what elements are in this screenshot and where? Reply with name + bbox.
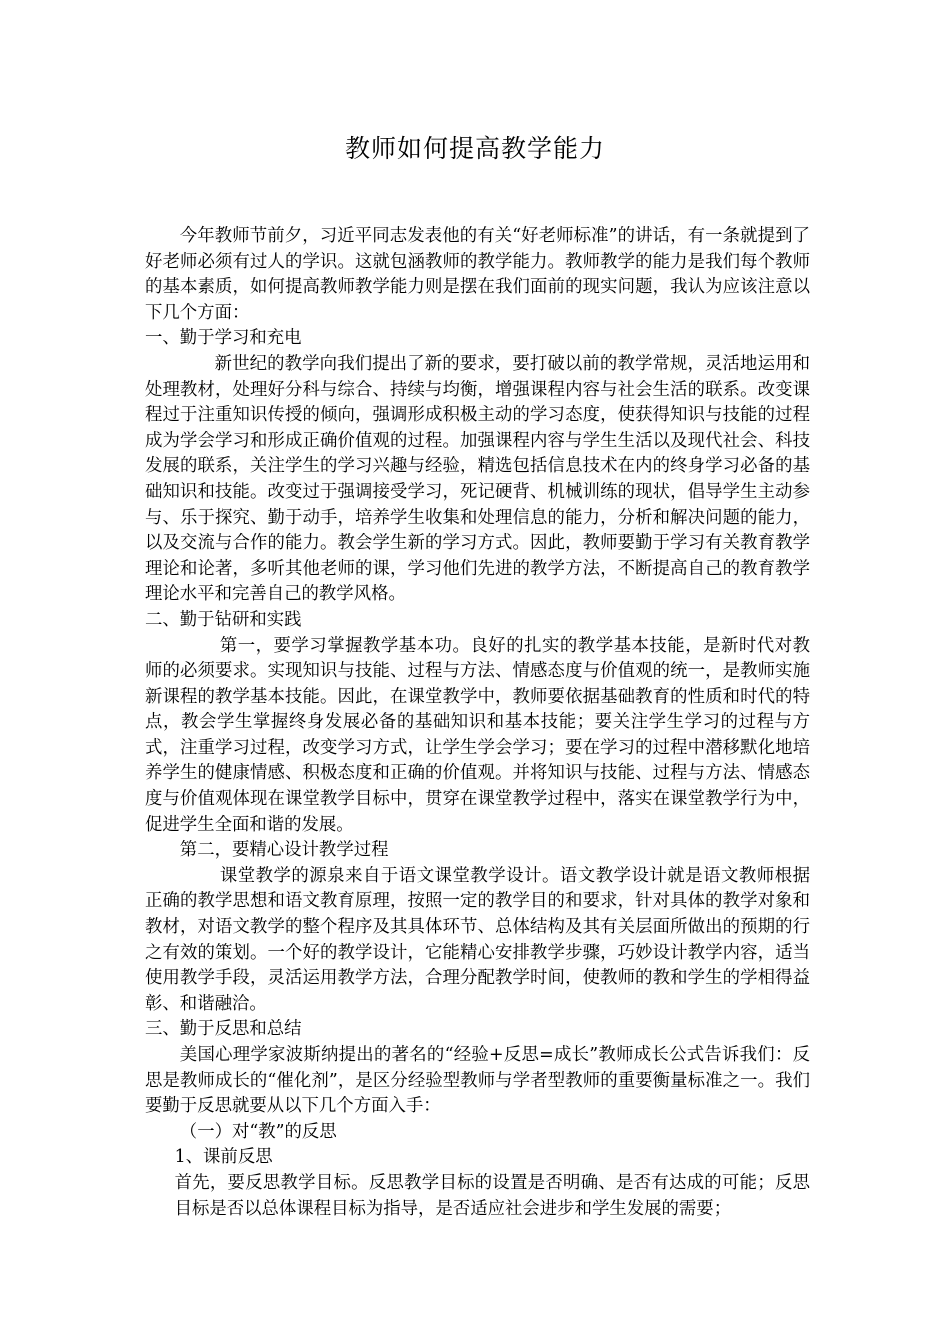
paragraph-intro: 今年教师节前夕，习近平同志发表他的有关“好老师标准”的讲话，有一条就提到了好老师必须有过人的学识。这就包涵教师的教学能力。教师教学的能力是我们每个教师的基本素质，如何提高教师教学能力则是摆在我们面前的现实问题，我认为应该注意以下几个方面： xyxy=(145,226,810,323)
subheading-reflect-teaching: （一）对“教”的反思 xyxy=(179,1121,337,1142)
subheading-point-2: 第二，要精心设计教学过程 xyxy=(179,840,389,861)
section-heading-3: 三、勤于反思和总结 xyxy=(145,1019,302,1040)
section-heading-2: 二、勤于钻研和实践 xyxy=(145,609,302,630)
paragraph-section-1: 新世纪的教学向我们提出了新的要求，要打破以前的教学常规，灵活地运用和处理教材，处理好分科与综合、持续与均衡，增强课程内容与社会生活的联系。改变课程过于注重知识传授的倾向，强调形成积极主动的学习态度，使获得知识与技能的过程成为学会学习和形成正确价值观的过程。加强课程内容与学生生活以及现代社会、科技发展的联系，关注学生的学习兴趣与经验，精选包括信息技术在内的终身学习必备的基础知识和技能。改变过于强调接受学习，死记硬背、机械训练的现状，倡导学生主动参与、乐于探究、勤于动手，培养学生收集和处理信息的能力，分析和解决问题的能力，以及交流与合作的能力。教会学生新的学习方式。因此，教师要勤于学习有关教育教学理论和论著，多听其他老师的课，学习他们先进的教学方法，不断提高自己的教育教学理论水平和完善自己的教学风格。 xyxy=(145,353,810,605)
document-title: 教师如何提高教学能力 xyxy=(344,134,605,163)
subheading-pre-class: 1、课前反思 xyxy=(174,1147,273,1168)
paragraph-point-1: 第一，要学习掌握教学基本功。良好的扎实的教学基本技能，是新时代对教师的必须要求。实现知识与技能、过程与方法、情感态度与价值观的统一，是教师实施新课程的教学基本技能。因此，在课堂教学中，教师要依据基础教育的性质和时代的特点，教会学生掌握终身发展必备的基础知识和基本技能；要关注学生学习的过程与方式，注重学习过程，改变学习方式，让学生学会学习；要在学习的过程中潜移默化地培养学生的健康情感、积极态度和正确的价值观。并将知识与技能、过程与方法、情感态度与价值观体现在课堂教学目标中，贯穿在课堂教学过程中，落实在课堂教学行为中，促进学生全面和谐的发展。 xyxy=(145,635,810,835)
paragraph-section-3: 美国心理学家波斯纳提出的著名的“经验+反思=成长”教师成长公式告诉我们：反思是教师成长的“催化剂”，是区分经验型教师与学者型教师的重要衡量标准之一。我们要勤于反思就要从以下几个方面入手： xyxy=(145,1045,810,1117)
document-body xyxy=(145,224,810,1222)
paragraph-pre-class: 首先，要反思教学目标。反思教学目标的设置是否明确、是否有达成的可能；反思目标是否以总体课程目标为指导，是否适应社会进步和学生发展的需要； xyxy=(174,1172,810,1219)
paragraph-point-2: 课堂教学的源泉来自于语文课堂教学设计。语文教学设计就是语文教师根据正确的教学思想和语文教育原理，按照一定的教学目的和要求，针对具体的教学对象和教材，对语文教学的整个程序及其具体环节、总体结构及其有关层面所做出的预期的行之有效的策划。一个好的教学设计，它能精心安排教学步骤，巧妙设计教学内容，适当使用教学手段，灵活运用教学方法，合理分配教学时间，使教师的教和学生的学相得益彰、和谐融洽。 xyxy=(145,865,810,1014)
section-heading-1: 一、勤于学习和充电 xyxy=(145,328,302,349)
